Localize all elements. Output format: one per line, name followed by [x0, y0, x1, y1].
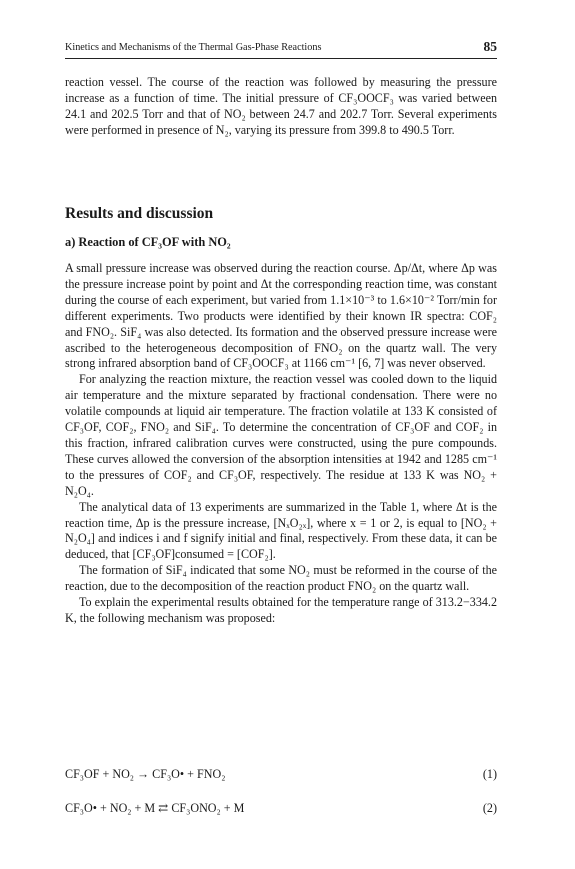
- section-title: Results and discussion: [65, 205, 214, 222]
- paragraph-5: To explain the experimental results obtained for the temperature range of 313.2−334.2 K, the following mechanism was proposed:: [65, 595, 497, 625]
- equation-2: [65, 801, 497, 817]
- equation-2-expression: CF₃O• + NO₂ + M ⇄ CF₃ONO₂ + M: [65, 801, 245, 815]
- paragraph-1: A small pressure increase was observed during the reaction course. Δp/Δt, where Δp was the pressure increase point by point and Δt the corresponding reaction time, was constant during the course of each experiment, but varied from 1.1×10⁻³ to 1.6×10⁻² Torr/min for different experiments. Two products were identified by their known IR spectra: COF₂ and FNO₂. SiF₄ was also detected. Its formation and the observed pressure increase were ascribed to the heterogeneous decomposition of FNO₂ on the quartz wall. The very strong infrared absorption band of CF₃OOCF₃ at 1166 cm⁻¹ [6, 7] was never observed.: [65, 261, 497, 371]
- equation-1-expression: CF₃OF + NO₂ → CF₃O• + FNO₂: [65, 767, 226, 781]
- paragraph-4: The formation of SiF₄ indicated that some NO₂ must be reformed in the course of the reaction, due to the decomposition of the reaction product FNO₂ on the quartz wall.: [65, 563, 497, 594]
- subsection-title: a) Reaction of CF₃OF with NO₂: [65, 235, 231, 249]
- intro-paragraph-text: reaction vessel. The course of the reaction was followed by measuring the pressure increase as a function of time. The initial pressure of CF₃OOCF₃ was varied between 24.1 and 202.5 Torr and that of NO₂ between 24.7 and 202.7 Torr. Several experiments were performed in presence of N₂, varying its pressure from 399.8 to 490.5 Torr.: [65, 75, 497, 137]
- equation-1-number: (1): [482, 767, 497, 781]
- paragraph-2: For analyzing the reaction mixture, the reaction vessel was cooled down to the liquid air temperature and the mixture separated by fractional condensation. There were no volatile compounds at liquid air temperature. The fraction volatile at 133 K consisted of CF₃OF, COF₂, FNO₂ and SiF₄. To determine the concentration of CF₃OF and COF₂ in this fraction, infrared calibration curves were constructed, using the pure compounds. These curves allowed the conversion of the absorption intensities at 1942 and 1285 cm⁻¹ to the pressures of COF₂ and CF₃OF, respectively. The residue at 133 K was NO₂ + N₂O₄.: [65, 372, 497, 498]
- paragraph-3: The analytical data of 13 experiments are summarized in the Table 1, where Δt is the reaction time, Δp is the pressure increase, [NₓO₂ₓ], where x = 1 or 2, is equal to [NO₂ + N₂O₄] and indices i and f signify initial and final, respectively. From these data, it can be deduced, that [CF₃OF]consumed = [COF₂].: [65, 499, 497, 562]
- equation-1: [65, 767, 497, 783]
- running-head: [65, 39, 497, 55]
- body-text: [65, 261, 497, 627]
- equation-2-number: (2): [482, 801, 497, 815]
- intro-paragraph: [65, 75, 497, 139]
- page-number: 85: [483, 39, 497, 54]
- header-rule: [65, 58, 497, 59]
- running-title: Kinetics and Mechanisms of the Thermal Gas-Phase Reactions: [65, 42, 322, 53]
